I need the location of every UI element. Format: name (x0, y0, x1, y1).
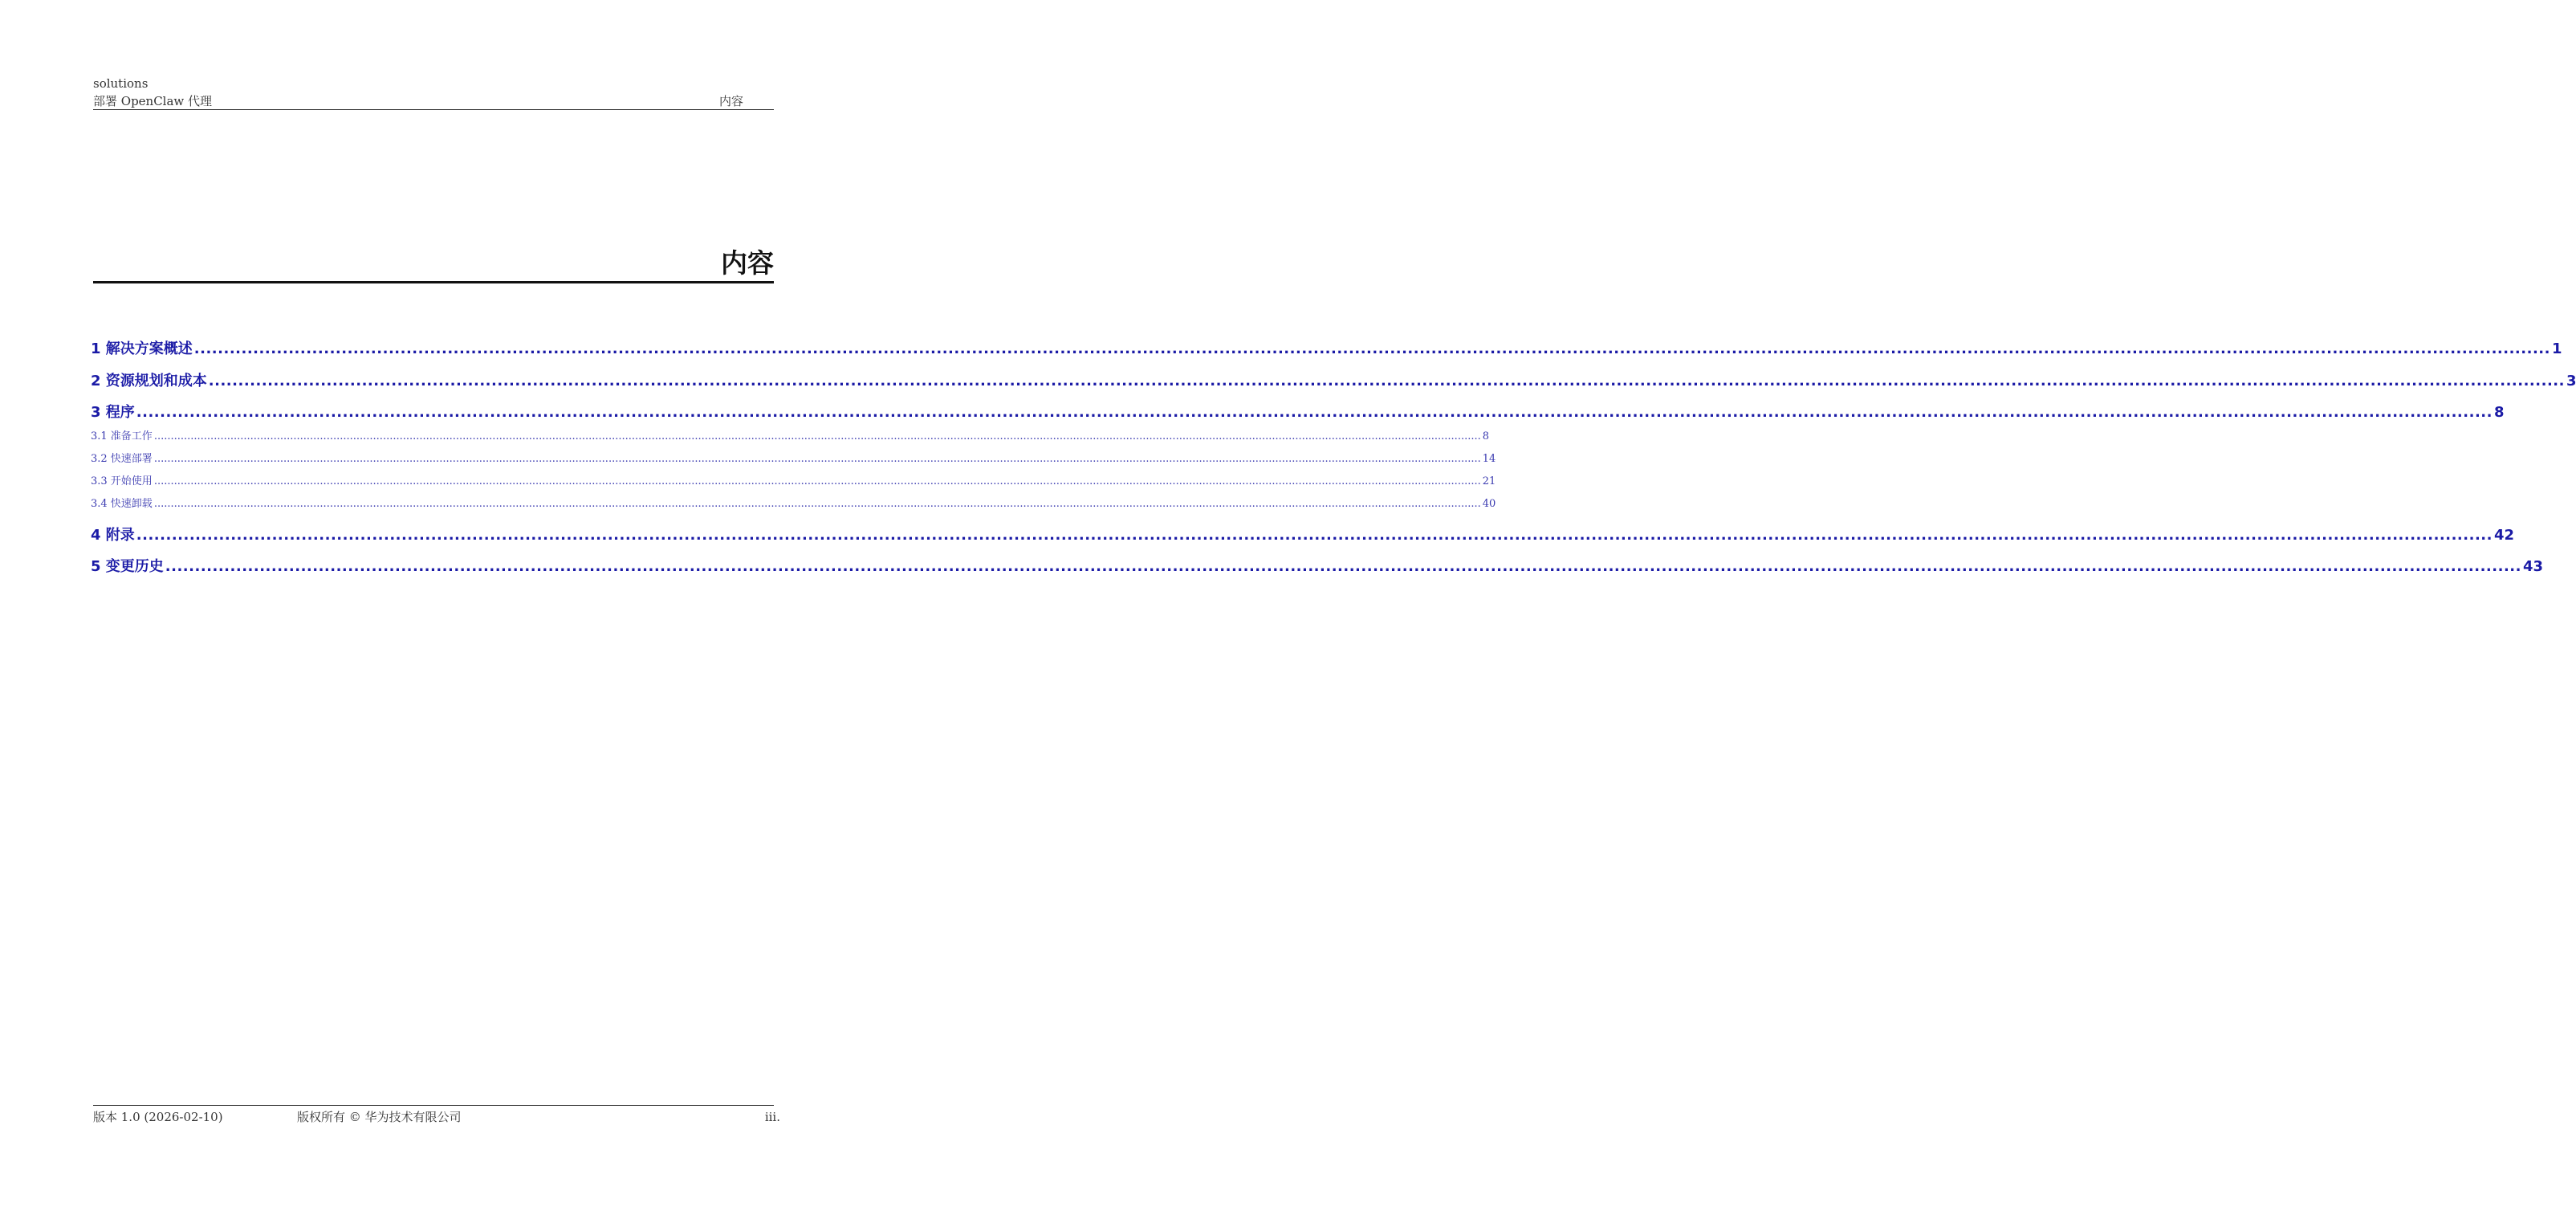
toc-entry-quick-uninstall[interactable] (91, 496, 1496, 512)
footer-version: 版本 1.0 (2026-02-10) (93, 1110, 223, 1124)
toc-entry-getting-started[interactable] (91, 474, 1496, 490)
page-footer (93, 1105, 780, 1130)
page-header (93, 75, 774, 110)
toc-dot-leader: ................................................................................................................................................................................................................................................................................................................................................................................................................ (136, 404, 2493, 421)
toc-entry-change-history[interactable] (91, 555, 2544, 579)
toc-entry-preparation[interactable] (91, 429, 1490, 445)
toc-entry-page: 14 (1482, 453, 1496, 465)
footer-copyright: 版权所有 © 华为技术有限公司 (297, 1110, 462, 1124)
toc-entry-appendix[interactable] (91, 524, 2515, 548)
toc-entry-page: 3 (2566, 373, 2576, 389)
toc-dot-leader: ................................................................................................................................................................................................................................................................................................................................................................................................................ (136, 527, 2493, 544)
toc-dot-leader: ................................................................................................................................................................................................................................................................................................................................................................................................................ (193, 340, 2550, 357)
toc-entry-label: 3.4 快速卸载 (91, 498, 153, 510)
header-document-title: 部署 OpenClaw 代理 (93, 94, 213, 108)
toc-entry-label: 3.1 准备工作 (91, 430, 153, 442)
toc-entry-label: 5 变更历史 (91, 558, 164, 575)
toc-entry-page: 42 (2493, 527, 2515, 544)
toc-entry-page: 40 (1482, 498, 1496, 510)
toc-entry-procedure[interactable] (91, 401, 2505, 425)
toc-entry-page: 8 (1482, 430, 1490, 442)
toc-entry-page: 21 (1482, 475, 1496, 487)
toc-entry-label: 3.3 开始使用 (91, 475, 153, 487)
toc-dot-leader: ................................................................................................................................................................................................................................................................................................................................................................................................................ (153, 475, 1481, 487)
toc-entry-page: 8 (2493, 404, 2505, 421)
toc-entry-label: 2 资源规划和成本 (91, 373, 207, 389)
toc-entry-solution-overview[interactable] (91, 337, 2562, 361)
toc-dot-leader: ................................................................................................................................................................................................................................................................................................................................................................................................................ (208, 373, 2565, 389)
toc-entry-page: 1 (2551, 340, 2562, 357)
toc-entry-label: 1 解决方案概述 (91, 340, 193, 357)
toc-dot-leader: ................................................................................................................................................................................................................................................................................................................................................................................................................ (153, 430, 1481, 442)
toc-dot-leader: ................................................................................................................................................................................................................................................................................................................................................................................................................ (153, 453, 1481, 465)
toc-entry-quick-deployment[interactable] (91, 451, 1496, 467)
toc-dot-leader: ................................................................................................................................................................................................................................................................................................................................................................................................................ (153, 498, 1481, 510)
toc-entry-label: 4 附录 (91, 527, 135, 544)
toc-dot-leader: ................................................................................................................................................................................................................................................................................................................................................................................................................ (165, 558, 2521, 575)
toc-entry-page: 43 (2522, 558, 2544, 575)
toc-entry-resource-planning[interactable] (91, 369, 2576, 393)
page-title: 内容 (93, 246, 774, 283)
toc-entry-label: 3 程序 (91, 404, 135, 421)
header-section-label: 内容 (718, 94, 743, 108)
footer-page-number: iii. (764, 1110, 780, 1124)
header-solutions-label: solutions (93, 76, 149, 91)
toc-entry-label: 3.2 快速部署 (91, 453, 153, 465)
